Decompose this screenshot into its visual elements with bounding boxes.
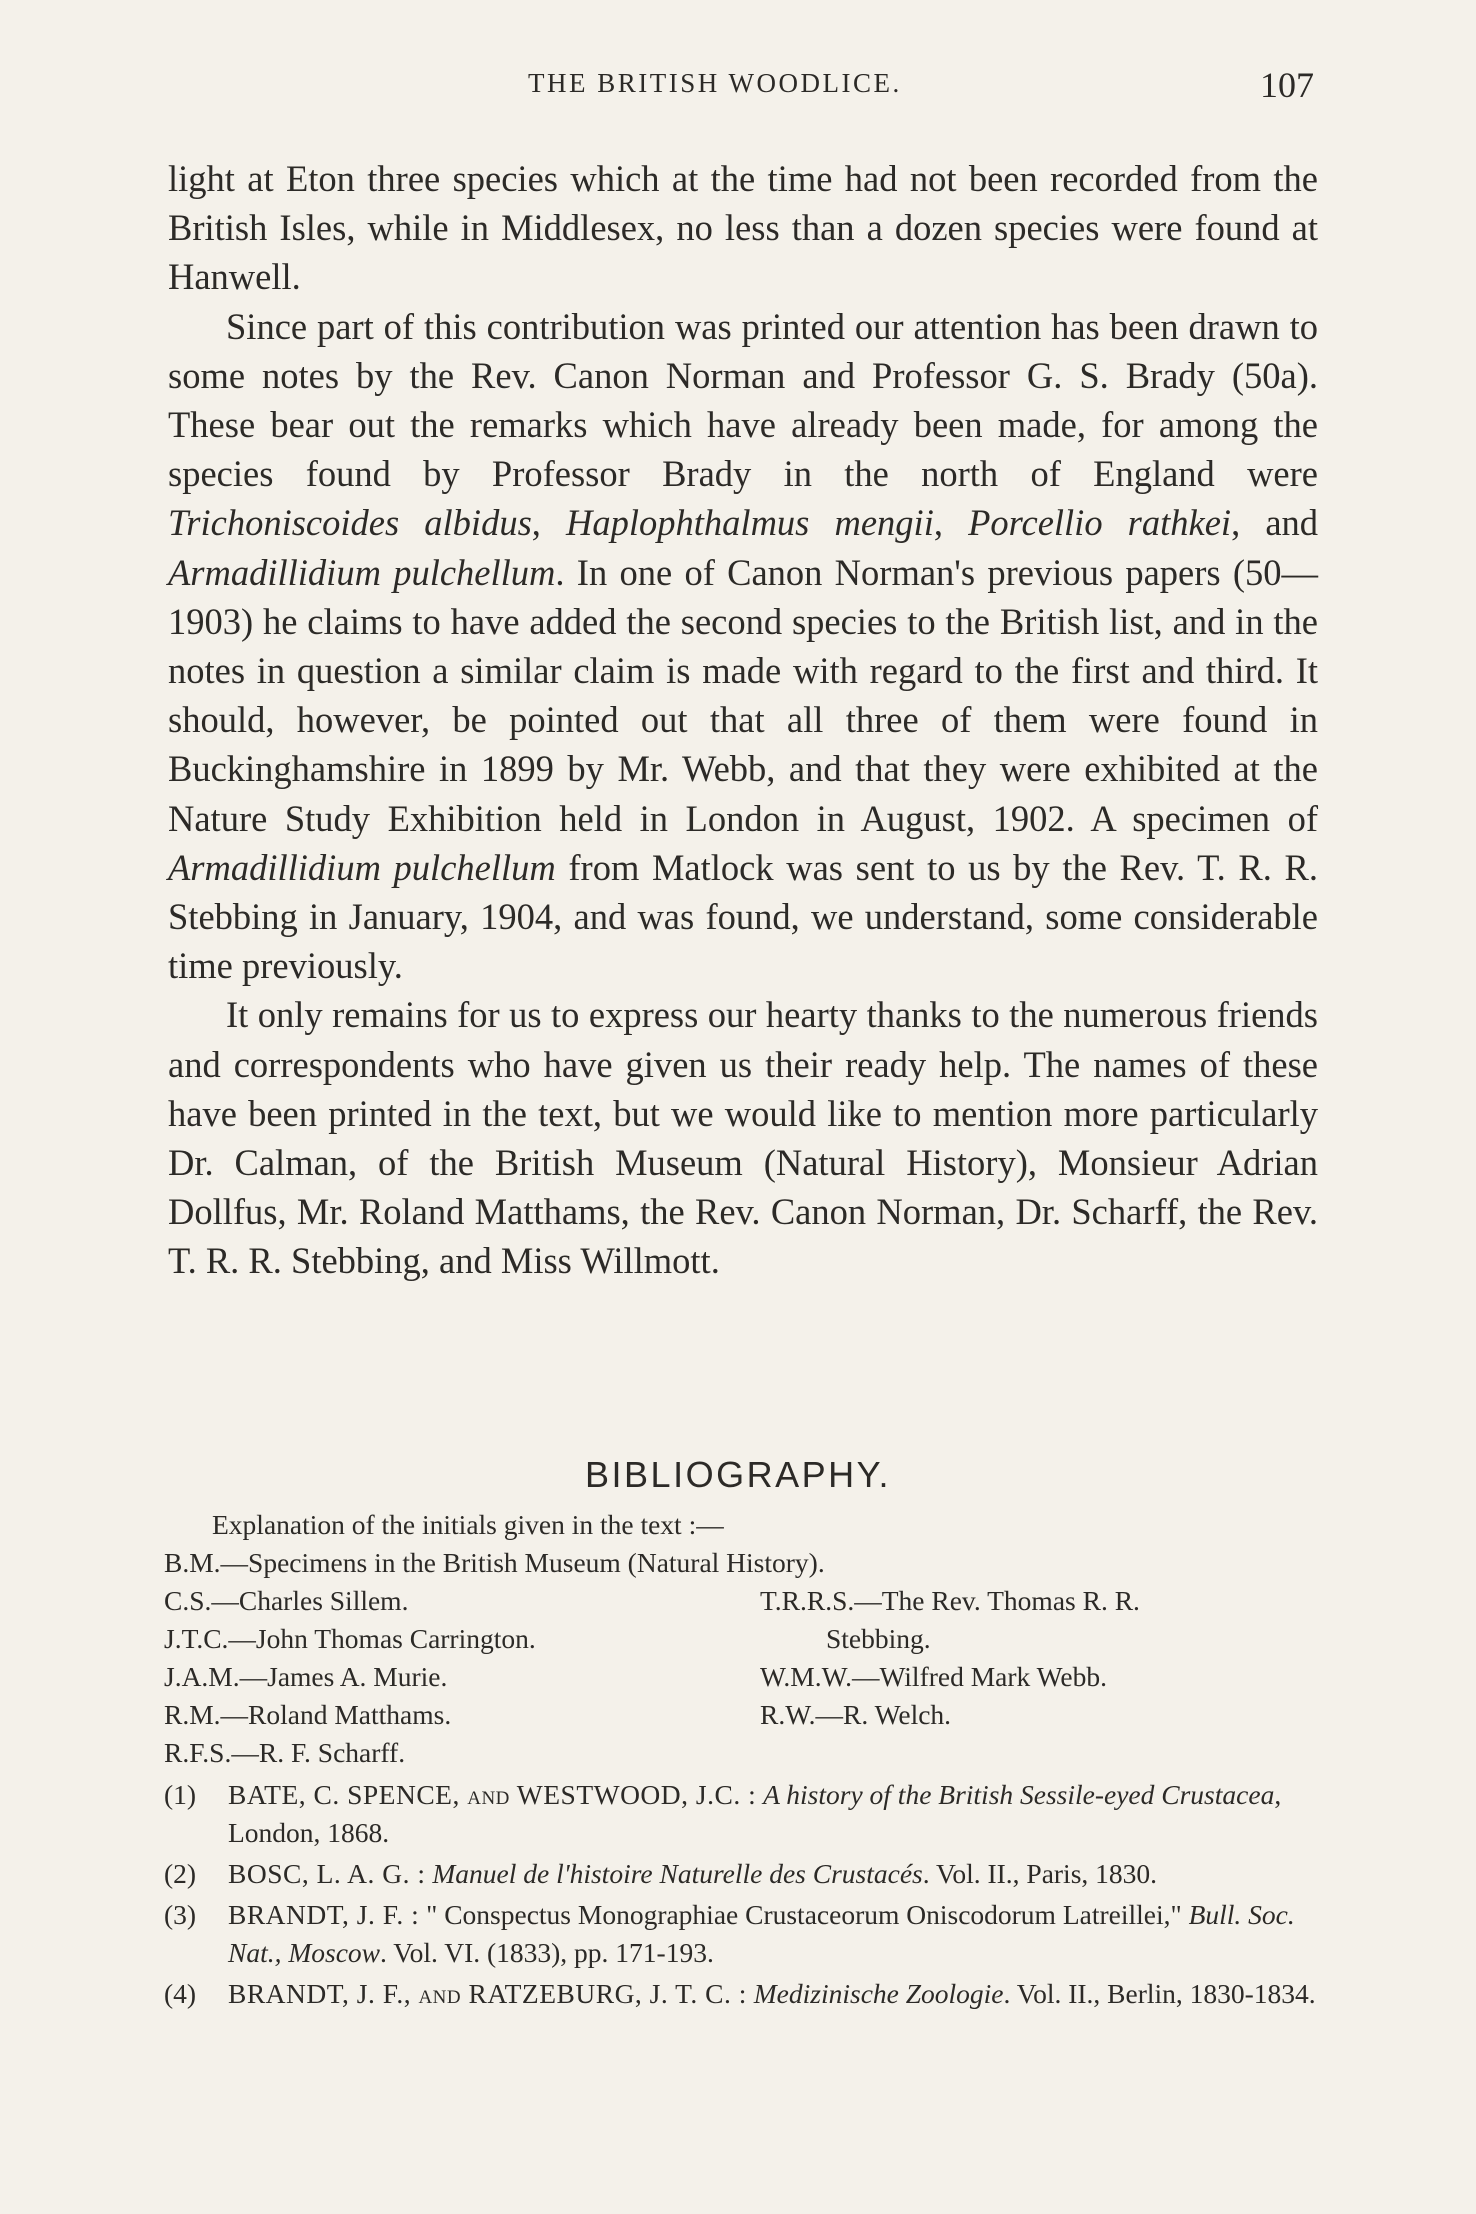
reference-author: BRANDT, J. F., and RATZEBURG, J. T. C. : [228, 1978, 747, 2009]
reference-title: Manuel de l'histoire Naturelle des Crustacés [432, 1858, 923, 1889]
initials-entry: R.W.—R. Welch. [760, 1699, 952, 1730]
bibliography-heading: BIBLIOGRAPHY. [585, 1454, 891, 1495]
reference-author: BATE, C. SPENCE, and WESTWOOD, J.C. : [228, 1779, 757, 1810]
initials-entry: J.T.C.—John Thomas Carrington. [164, 1623, 536, 1654]
p2-text-1: Since part of this contribution was printed our attention has been drawn to some notes by the Rev. Canon Norman and Professor G. S. Brady (50a). These bear out the remarks which have already been made, for among the species found by Professor Brady in the north of England were [168, 305, 1318, 495]
species-name: Armadillidium pulchellum [168, 551, 556, 593]
paragraph-2 [168, 302, 1318, 991]
initials-entry: C.S.—Charles Sillem. [164, 1585, 409, 1616]
running-title: THE BRITISH WOODLICE. [528, 68, 902, 98]
initials-list [164, 1582, 1324, 1772]
separator: , [933, 502, 969, 544]
reference-item [164, 1776, 1324, 1852]
p2-text-2: . In one of Canon Norman's previous papers (50—1903) he claims to have added the second species to the British list, and in the notes in question a similar claim is made with regard to the first and third. It should, however, be pointed out that all three of them were found in Buckinghamshire in 1899 by Mr. Webb, and that they were exhibited at the Nature Study Exhibition held in London in August, 1902. A specimen of [168, 551, 1319, 839]
initials-entry: T.R.R.S.—The Rev. Thomas R. R. [760, 1585, 1140, 1616]
reference-details: . Vol. II., Berlin, 1830-1834. [1003, 1978, 1316, 2009]
initials-entry: R.F.S.—R. F. Scharff. [164, 1737, 406, 1768]
species-name: Trichoniscoides albidus [168, 502, 532, 544]
body-text [168, 154, 1318, 1286]
species-name: Porcellio rathkei [968, 502, 1232, 544]
reference-item [164, 1896, 1324, 1972]
reference-title: Medizinische Zoologie [753, 1978, 1004, 2009]
reference-list [164, 1776, 1324, 2013]
separator: , and [1231, 502, 1319, 544]
reference-item [164, 1855, 1324, 1893]
reference-details: , London, 1868. [228, 1779, 1282, 1848]
reference-number: (2) [164, 1858, 197, 1889]
page-number: 107 [1260, 65, 1314, 105]
reference-number: (1) [164, 1779, 197, 1810]
paragraph-1: light at Eton three species which at the time had not been recorded from the British Isles, while in Middlesex, no less than a dozen species were found at Hanwell. [168, 158, 1318, 298]
p2-text-3: from Matlock was sent to us by the Rev. T. R. R. Stebbing in January, 1904, and was found, we understand, some considerable time previously. [168, 846, 1318, 987]
reference-number: (4) [164, 1978, 197, 2009]
reference-details: . Vol. II., Paris, 1830. [922, 1858, 1158, 1889]
species-name: Armadillidium pulchellum [168, 846, 556, 888]
initials-entry: J.A.M.—James A. Murie. [164, 1661, 448, 1692]
reference-title: Bull. Soc. Nat., Moscow [228, 1899, 1295, 1968]
initials-bm: B.M.—Specimens in the British Museum (Natural History). [164, 1547, 825, 1578]
reference-article-title: " Conspectus Monographiae Crustaceorum Oniscodorum Latreillei," [426, 1899, 1189, 1930]
running-head [0, 65, 1476, 108]
initials-intro: Explanation of the initials given in the text :— [212, 1509, 724, 1540]
reference-number: (3) [164, 1899, 197, 1930]
species-name: Haplophthalmus mengii [566, 502, 934, 544]
reference-author: BOSC, L. A. G. : [228, 1858, 426, 1889]
bibliography [164, 1506, 1324, 2016]
reference-title: A history of the British Sessile-eyed Crustacea [763, 1779, 1275, 1810]
reference-item [164, 1975, 1324, 2013]
initials-entry: Stebbing. [826, 1623, 931, 1654]
paragraph-3: It only remains for us to express our hearty thanks to the numerous friends and correspondents who have given us their ready help. The names of these have been printed in the text, but we would like to mention more particularly Dr. Calman, of the British Museum (Natural History), Monsieur Adrian Dollfus, Mr. Roland Matthams, the Rev. Canon Norman, Dr. Scharff, the Rev. T. R. R. Stebbing, and Miss Willmott. [168, 994, 1318, 1282]
reference-details: . Vol. VI. (1833), pp. 171-193. [380, 1937, 714, 1968]
initials-entry: R.M.—Roland Matthams. [164, 1699, 452, 1730]
reference-author: BRANDT, J. F. : [228, 1899, 420, 1930]
separator: , [531, 502, 567, 544]
initials-entry: W.M.W.—Wilfred Mark Webb. [760, 1661, 1107, 1692]
